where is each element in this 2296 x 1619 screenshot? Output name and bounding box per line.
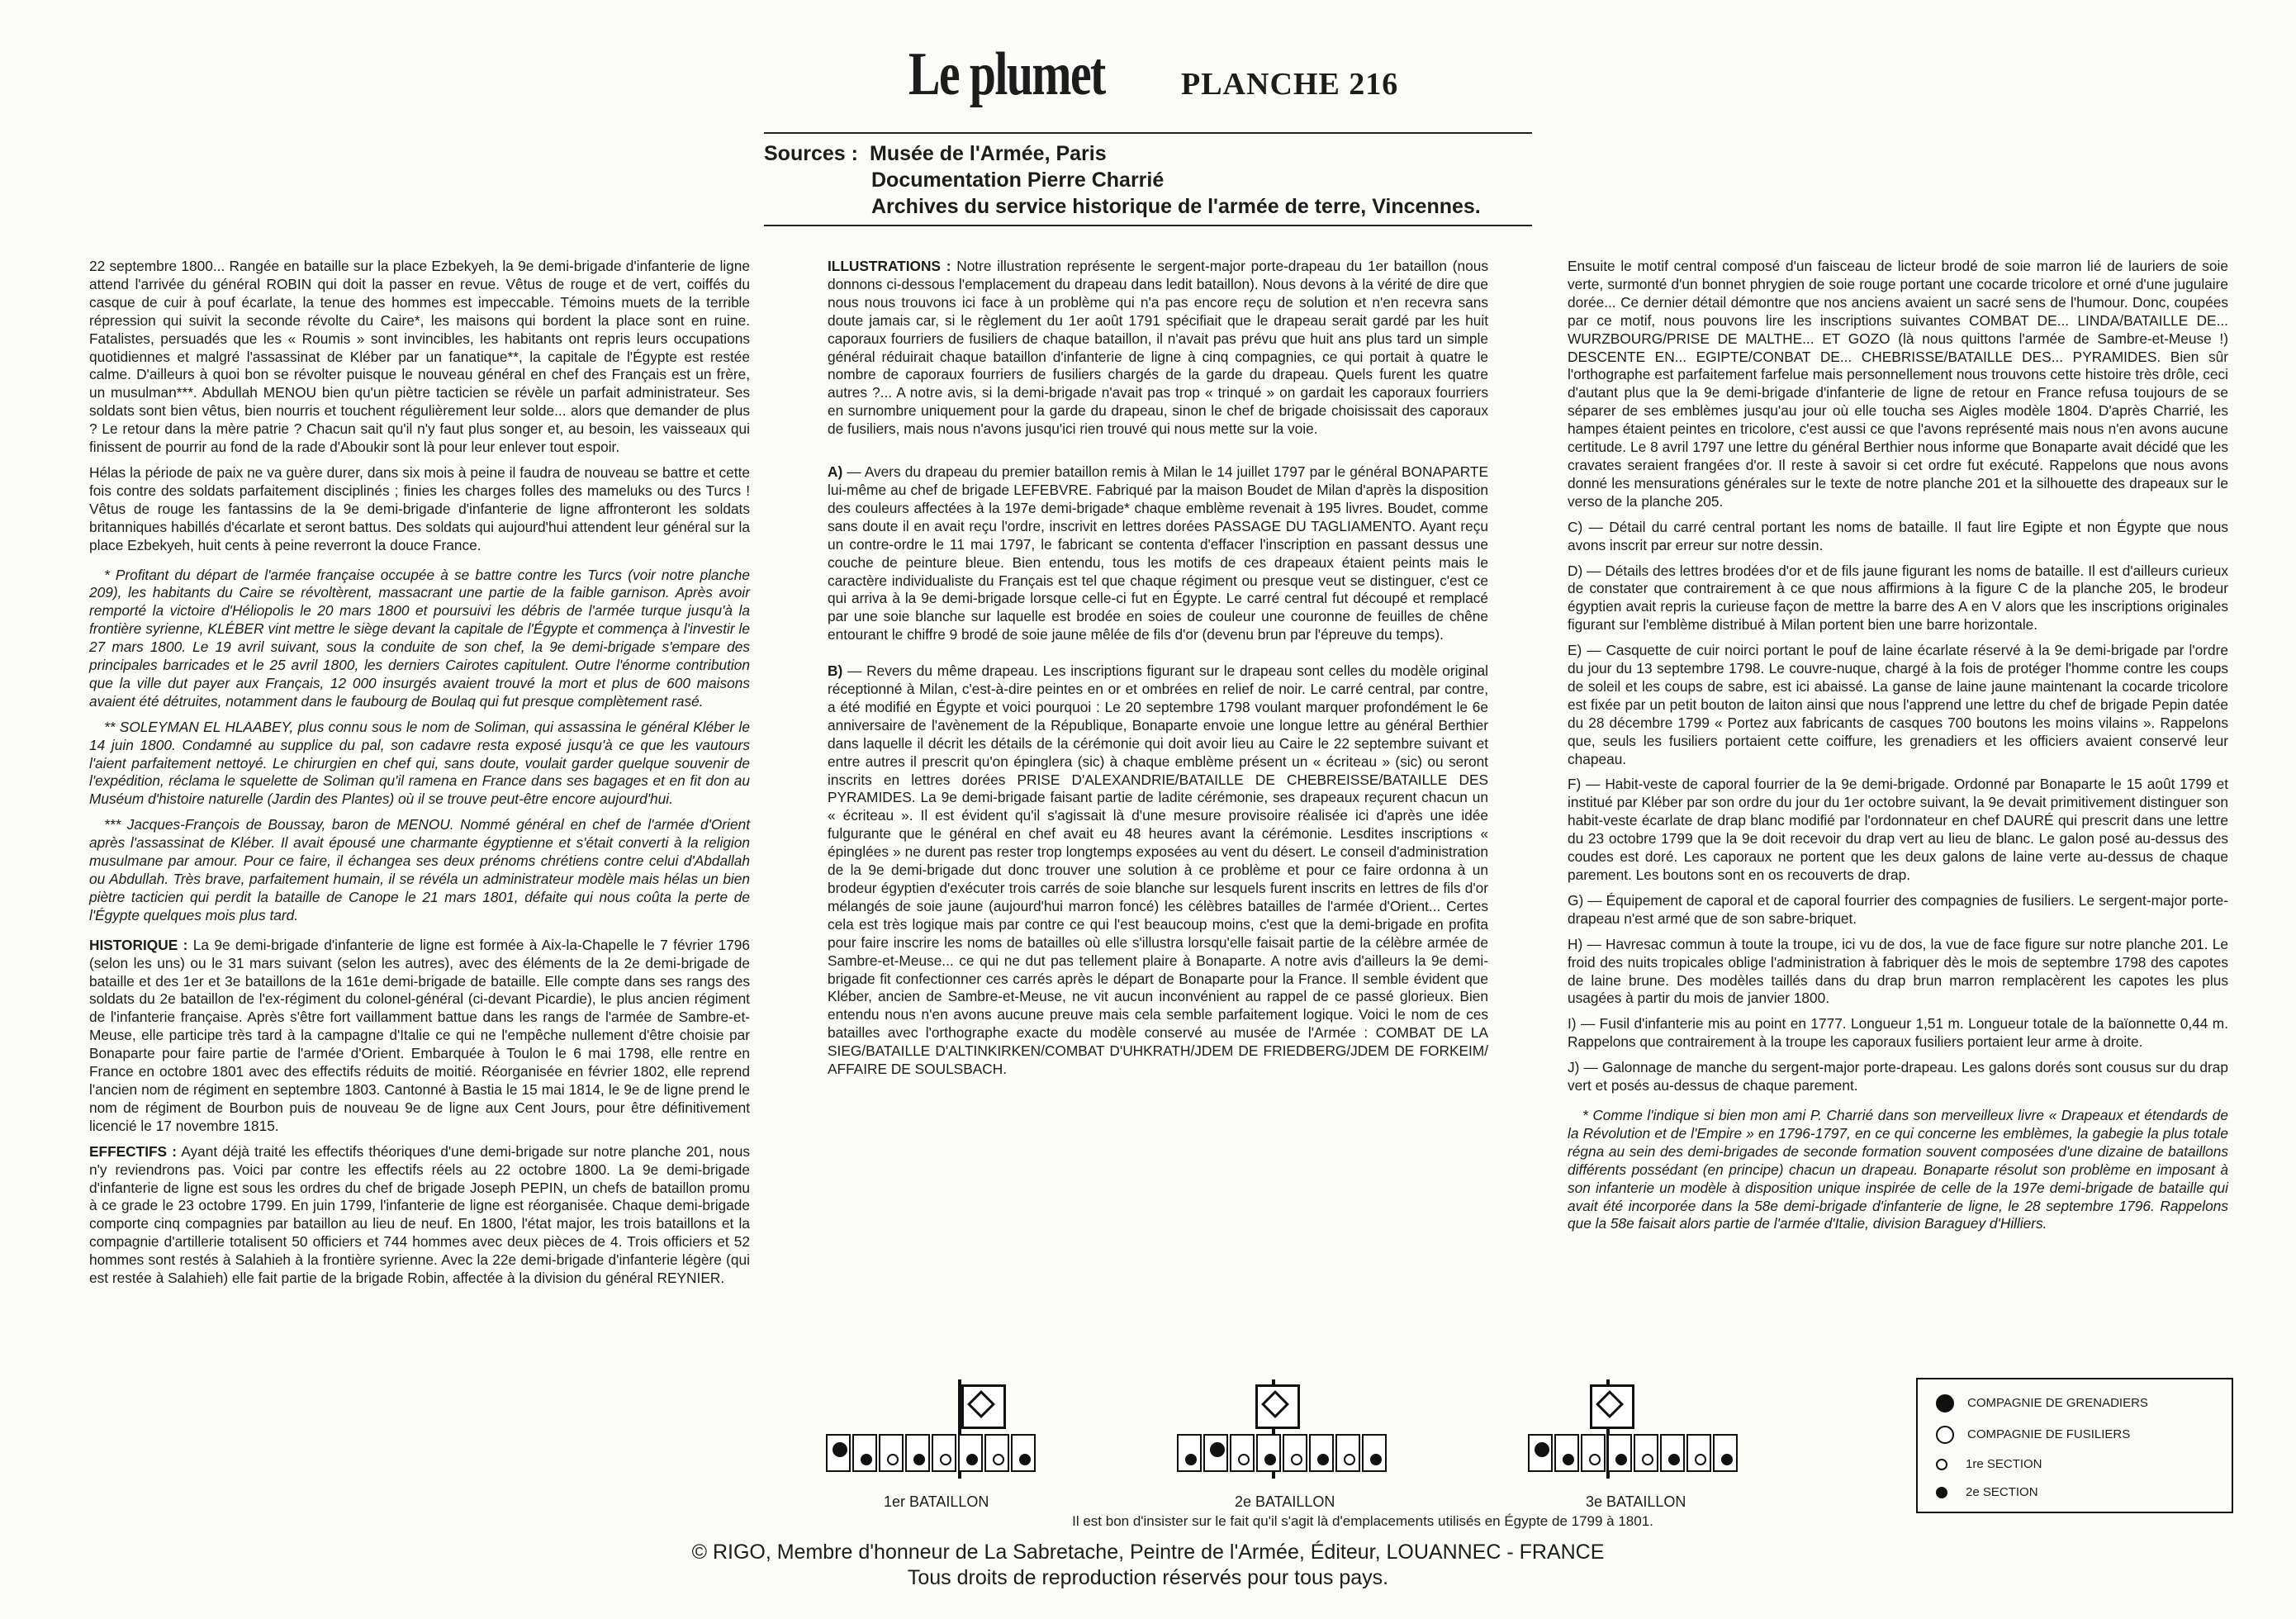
section-icon — [1309, 1434, 1334, 1472]
illustrations-paragraph — [828, 258, 1488, 439]
historique-text: La 9e demi-brigade d'infanterie de ligne est formée à Aix-la-Chapelle le 7 février 1796 (selon les uns) ou le 31 mars suivant (selon les autres), avec des éléments de la 2e demi-brigade de bataille et des 1er et 3e bataillons de la 161e demi-brigade de bataille. Elle compte dans ses rangs des soldats du 2e bataillon de l'ex-régiment du colonel-général (ci-devant Picardie), le plus ancien régiment de l'infanterie française. Après s'être fort vaillamment battue dans les rangs de l'armée de Sambre-et-Meuse, elle participe très tard à la campagne d'Italie ce qui ne l'empêche nullement d'être choisie par Bonaparte pour faire partie de l'armée d'Orient. Embarquée à Toulon le 6 mai 1798, elle rentre en France en octobre 1801 avec des effectifs réduits de moitié. Réorganisée en février 1802, elle reprend l'ancien nom de régiment en septembre 1803. Cantonné à Bastia le 15 mai 1814, le 9e de ligne prend le nom de régiment de Bourbon puis de nouveau 9e de ligne aux Cent Jours, pour être définitivement licencié le 17 novembre 1815. — [89, 936, 750, 1134]
section-icon — [1230, 1434, 1255, 1472]
diagram-caption: Il est bon d'insister sur le fait qu'il s'agit là d'emplacements utilisés en Égypte de 1799 à 1801. — [1072, 1513, 1653, 1529]
section-icon — [852, 1434, 877, 1472]
section-icon — [984, 1434, 1009, 1472]
footnote-3: *** Jacques-François de Boussay, baron de MENOU. Nommé général en chef de l'armée d'Orient après l'assassinat de Kléber. Il avait épousé une charmante égyptienne et s'était converti à la religion musulmane par amour. Pour ce faire, il échangea ses deux prénoms chrétiens contre celui d'Abdallah ou Abdullah. Très brave, parfaitement humain, il se révéla un administrateur modèle mais hélas un bien piètre tacticien qui perdit la bataille de Canope le 21 mars 1801, défaite qui nous coûta la perte de l'Égypte quelques mois plus tard. — [89, 816, 750, 923]
legend-item — [1936, 1426, 2130, 1444]
section-icon — [1686, 1434, 1711, 1472]
item-e: E) — Casquette de cuir noirci portant le pouf de laine écarlate réservé à la 9e demi-brigade par l'ordre du jour du 13 septembre 1798. Le couvre-nuque, chargé à la fois de protéger l'homme contre les coups de soleil et les coups de sabre, est ici abaissé. La ganse de laine jaune maintenant la cocarde tricolore est fixée par un petit bouton de laiton ainsi que nous l'apprend une lettre du chef de brigade Pepin datée du 28 décembre 1799 « Portez aux fabricants de casques 700 boutons les moins vilains ». Rappelons que, seuls les fusiliers portaient cette coiffure, les grenadiers et les officiers avaient conservé leur chapeau. — [1568, 642, 2228, 767]
battalion-label: 1er BATAILLON — [884, 1493, 989, 1510]
item-g: G) — Équipement de caporal et de caporal fourrier des compagnies de fusiliers. Le sergent-major porte-drapeau n'est armé que de son sabre-briquet. — [1568, 891, 2228, 927]
section-icon — [1581, 1434, 1606, 1472]
sources-label: Sources : — [764, 142, 858, 165]
battalion-1 — [826, 1379, 1057, 1520]
item-c: C) — Détail du carré central portant les noms de bataille. Il faut lire Egipte et non Égypte que nous avons inscrit par erreur sur notre dessin. — [1568, 518, 2228, 553]
sources-divider — [764, 225, 1532, 226]
intro-paragraph: 22 septembre 1800... Rangée en bataille sur la place Ezbekyeh, la 9e demi-brigade d'infanterie de ligne attend l'arrivée du général ROBIN qui doit la passer en revue. Vêtus de rouge et de vert, coiffés du casque de cuir à pouf écarlate, la tenue des hommes est impeccable. Témoins muets de la terrible répression qui suivit la seconde révolte du Caire*, les maisons qui bordent la place sont en ruine. Fatalistes, persuadés que les « Roumis » sont invincibles, les habitants ont repris leurs occupations quotidiennes et malgré l'assassinat de Kléber par un fanatique**, la capitale de l'Égypte est restée calme. D'ailleurs à quoi bon se révolter puisque le nouveau général en chef des Français est un frère, un musulman***. Abdullah MENOU bien qu'un piètre tacticien se révèle un parfait administrateur. Ses soldats sont bien vêtus, bien nourris et touchent régulièrement leur solde... alors que demander de plus ? Le retour dans la mère patrie ? Chacun sait qu'il n'y faut plus songer et, au besoin, les vaisseaux qui finissent de pourrir au fond de la rade d'Aboukir sont là pour leur enlever tout espoir. — [89, 258, 750, 456]
effectifs-paragraph — [89, 1143, 750, 1288]
item-h: H) — Havresac commun à toute la troupe, ici vu de dos, la vue de face figure sur notre planche 201. Le froid des nuits tropicales oblige l'administration à fabriquer dès le mois de septembre 1798 des capotes de laine brune. Des modèles taillés dans du drap brun marron remplacèrent les capotes les plus usagées à partir du mois de janvier 1800. — [1568, 935, 2228, 1007]
item-b-label: B) — [828, 662, 843, 680]
source-item: Archives du service historique de l'armée de terre, Vincennes. — [871, 195, 1481, 218]
item-a-text: — Avers du drapeau du premier bataillon remis à Milan le 14 juillet 1797 par le général BONAPARTE lui-même au chef de brigade LEFEBVRE. Fabriqué par la maison Boudet de Milan d'après la disposition des couleurs affectées à la 197e demi-brigade* chaque emblème revenait à 195 livres. Boudet, comme sans doute il en avait reçu l'ordre, inscrivit en lettres dorées PASSAGE DU TAGLIAMENTO. Ayant reçu un contre-ordre le 11 mai 1797, le fabricant se contenta d'effacer l'inscription en passant dessus une couche de peinture bleue. Bien entendu, tous les motifs de ces drapeaux étaient peints mais le caractère individualiste du Français est tel que chaque régiment ou presque veut se distinguer, c'est ce qui arriva à la 9e demi-brigade lorsque celle-ci fut en Égypte. Le carré central fut découpé et remplacé par une soie blanche sur laquelle est brodée en soies de couleur une couronne de feuilles de chêne entourant le chiffre 9 brodé de soie jaune mêlée de fils d'or (devenu brun par l'épreuve du temps). — [828, 463, 1489, 643]
companies-row — [1177, 1434, 1388, 1472]
illustrations-label: ILLUSTRATIONS : — [828, 258, 951, 274]
legend-item — [1936, 1394, 2148, 1412]
section-icon — [1283, 1434, 1307, 1472]
page-title: Le plumet — [908, 40, 1105, 108]
grenadier-company-icon — [1528, 1434, 1553, 1472]
legend-item — [1936, 1485, 2038, 1499]
sources-block — [764, 140, 1557, 220]
grenadier-company-icon — [1203, 1434, 1228, 1472]
section-icon — [1713, 1434, 1738, 1472]
item-a-label: A) — [828, 463, 843, 481]
column-right — [1568, 258, 2228, 1241]
source-item: Musée de l'Armée, Paris — [870, 142, 1107, 165]
effectifs-text: Ayant déjà traité les effectifs théoriques d'une demi-brigade sur notre planche 201, nous n'y reviendrons pas. Voici par contre les effectifs réels au 22 octobre 1800. La 9e demi-brigade d'infanterie de ligne est sous les ordres du chef de brigade Joseph PEPIN, un chefs de bataillon promu à ce grade le 23 octobre 1799. En juin 1799, l'infanterie de ligne est réorganisée. Chaque demi-brigade comporte cinq compagnies par bataillon au lieu de neuf. En 1800, l'état major, les trois bataillons et la compagnie d'artillerie totalisent 50 officiers et 744 hommes avec deux pièces de 4. Trois officiers et 52 hommes sont restés à Salahieh à la frontière syrienne. Avec la 22e demi-brigade d'infanterie légère (qui est restée à Salahieh) elle fait partie de la brigade Robin, affectée à la division du général REYNIER. — [89, 1142, 750, 1287]
item-i: I) — Fusil d'infanterie mis au point en 1777. Longueur 1,51 m. Longueur totale de la baïonnette 0,44 m. Rappelons que contrairement à la troupe les caporaux fusiliers portaient leur arme à droite. — [1568, 1015, 2228, 1051]
item-f: F) — Habit-veste de caporal fourrier de la 9e demi-brigade. Ordonné par Bonaparte le 15 août 1799 et institué par Kléber par son ordre du jour du 1er octobre suivant, la 9e devait primitivement distinguer son habit-veste écarlate de drap blanc modifié par l'ordonnateur en chef DAURÉ qui prescrit dans une lettre du 23 octobre 1799 que la 9e doit recevoir du drap vert au lieu de blanc. Le galon posé au-dessus des coudes est doré. Les caporaux ne portent que les deux galons de laine verte au-dessus de chaque parement. Les boutons sont en os recouverts de drap. — [1568, 776, 2228, 883]
legend-item — [1936, 1457, 2042, 1471]
section-icon — [1362, 1434, 1387, 1472]
flag-icon — [1590, 1384, 1634, 1429]
footnote-1: * Profitant du départ de l'armée française occupée à se battre contre les Turcs (voir notre planche 209), les habitants du Caire se révoltèrent, massacrant une partie de la faible garnison. Après avoir remporté la victoire d'Héliopolis le 20 mars 1800 et poursuivi les débris de l'armée turque jusqu'à la frontière syrienne, KLÉBER vint mettre le siège devant la capitale de l'Égypte et commença à l'investir le 27 mars 1800. Le 19 avril suivant, sous la conduite de son chef, la 9e demi-brigade s'empare des principales barricades et le 25 avril 1800, les derniers Cairotes capitulent. Outre l'énorme contribution que la ville dut payer aux Français, 12 000 insurgés avaient trouvé la mort et plus de 600 maisons avaient été détruites, notamment dans le faubourg de Boulaq qui fut presque complètement rasé. — [89, 566, 750, 710]
section-icon — [1011, 1434, 1036, 1472]
illustrations-text: Notre illustration représente le sergent-major porte-drapeau du 1er bataillon (nous donnons ci-dessous l'emplacement du drapeau dans ledit bataillon). Nous devons à la vérité de dire que nous nous trouvons ici face à un problème qui n'a pas encore reçu de solution et n'en recevra sans doute jamais car, si le règlement du 1er août 1791 spécifiait que le drapeau serait gardé par les huit caporaux fourriers de fusiliers de chaque bataillon, il n'avait pas prévu que huit ans plus tard un simple général réduirait chaque bataillon d'infanterie de ligne à cinq compagnies, ce qui portait à quatre le nombre de caporaux fourriers de fusiliers chargés de la garde du drapeau. Quels furent les quatre autres ?... A notre avis, si la demi-brigade n'avait pas trop « trinqué » on gardait les caporaux fourriers en surnombre uniquement pour la garde du drapeau, sinon le chef de brigade choisissait des caporaux de fusiliers, mais nous n'avons jusqu'ici rien trouvé qui nous mette sur la voie. — [828, 258, 1489, 438]
legend-label: COMPAGNIE DE GRENADIERS — [1967, 1395, 2148, 1410]
legend-label: 1re SECTION — [1966, 1457, 2042, 1471]
section-icon — [1607, 1434, 1632, 1472]
col3-paragraph: Ensuite le motif central composé d'un faisceau de licteur brodé de soie marron lié de lauriers de soie verte, surmonté d'un bonnet phrygien de soie rouge portant une cocarde tricolore et orné d'une jugulaire dorée... Ce dernier détail démontre que nos anciens avaient un sacré sens de l'humour. Donc, coupées par ce motif, nous pouvons lire les inscriptions suivantes COMBAT DE... LINDA/BATAILLE DE... WURZBOURG/PRISE DE MALTHE... ET GOZO (là nous quittons l'armée de Sambre-et-Meuse !) DESCENTE EN... EGIPTE/CONBAT DE... CHEBRISSE/BATAILLE DES... PYRAMIDES. Bien sûr l'orthographe est parfaitement farfelue mais personnellement nous trouvons cette histoire très drôle, ceci d'autant plus que la 9e demi-brigade d'infanterie de ligne de retour en France refusa toujours de se séparer de ses emblèmes jusqu'au jour où elle toucha ses Aigles modèle 1804. D'après Charrié, les hampes étaient peintes en tricolore, c'est aussi ce que l'avons représenté mais nous n'en avons aucune certitude. Le 8 avril 1797 une lettre du général Berthier nous informe que Bonaparte avait décidé que les cravates seraient frangées d'or. Il reste à savoir si cet ordre fut exécuté. Rappelons que nous avons donné les mensurations générales sur le texte de notre planche 201 et la silhouette des drapeaux sur le verso de la planche 205. — [1568, 258, 2228, 510]
item-b-paragraph — [828, 662, 1488, 1079]
rights-line: Tous droits de reproduction réservés pour tous pays. — [907, 1566, 1389, 1589]
column-middle — [828, 258, 1488, 1086]
historique-paragraph — [89, 937, 750, 1136]
flag-icon — [1255, 1384, 1300, 1429]
battalion-diagram — [826, 1379, 1900, 1520]
section-1-icon — [1936, 1459, 1947, 1470]
historique-label: HISTORIQUE : — [89, 936, 188, 953]
section-2-icon — [1936, 1487, 1947, 1498]
copyright-line: © RIGO, Membre d'honneur de La Sabretache, Peintre de l'Armée, Éditeur, LOUANNEC - FRANCE — [691, 1541, 1605, 1564]
section-icon — [879, 1434, 904, 1472]
section-icon — [1256, 1434, 1281, 1472]
section-icon — [1660, 1434, 1685, 1472]
item-b-text: — Revers du même drapeau. Les inscriptions figurant sur le drapeau sont celles du modèle original réceptionné à Milan, c'est-à-dire peintes en or et ombrées en relief de noir. Le carré central, par contre, a été modifié en Égypte et voici pourquoi : Le 20 septembre 1798 voulant marquer profondément le 6e anniversaire de l'avènement de la République, Bonaparte envoie une longue lettre au général Berthier dans laquelle il décrit les détails de la cérémonie qui doit avoir lieu au Caire le 22 septembre suivant et entre autres il prescrit qu'on épinglera (sic) à chaque emblème présent un « écriteau » (sic) ou seront inscrits en lettres dorées PRISE D'ALEXANDRIE/BATAILLE DE CHEBREISSE/BATAILLE DES PYRAMIDES. La 9e demi-brigade faisant partie de ladite cérémonie, ses drapeaux reçurent chacun un « écriteau ». Il est évident qu'il s'agissait là d'une mesure provisoire réalisée ici d'après une idée fulgurante que le général en chef avait eu 48 heures avant la cérémonie. Lesdites inscriptions « épinglées » ne durent pas rester trop longtemps exposées au vent du désert. Le conseil d'administration de la 9e demi-brigade dut donc trouver une solution à ce problème et pour ce faire ordonna à un brodeur égyptien d'exécuter trois carrés de soie blanche sur lesquels furent inscrits en lettres de fils d'or mélangés de soie jaune (aujourd'hui marron foncé) les célèbres batailles de l'armée d'Orient... Certes cela est très logique mais par contre ce qui l'est beaucoup moins, c'est que la demi-brigade en profita pour faire inscrire les noms de batailles où elle s'illustra lorsqu'elle faisait partie de la célèbre armée de Sambre-et-Meuse... ce qui ne dut pas tellement plaire à Bonaparte. A notre avis d'ailleurs la 9e demi-brigade fit confectionner ces carrés après le départ de Bonaparte pour la France. Il semble évident que Kléber, ancien de Sambre-et-Meuse, ne vit aucun inconvénient au rappel de ce passé glorieux. Bien entendu nous n'en avons aucune preuve mais cela semble parfaitement logique. Voici le nom de ces batailles avec l'orthographe exacte du modèle conservé au musée de l'Armée : COMBAT DE LA SIEG/BATAILLE D'ALTINKIRKEN/COMBAT D'UHKRATH/JDEM DE FRIEDBERG/JDEM DE FORKEIM/ AFFAIRE DE SOULSBACH. — [828, 662, 1488, 1078]
section-icon — [1554, 1434, 1579, 1472]
companies-row — [1528, 1434, 1739, 1472]
item-d: D) — Détails des lettres brodées d'or et de fils jaune figurant les noms de bataille. Il est d'ailleurs curieux de constater que contrairement à ce que nous affirmions à la figure C de la planche 205, le brodeur égyptien avait repris la curieuse façon de mettre la barre des A en V alors que les inscriptions originales figurant sur l'emblème distribué à Milan portent bien une barre horizontale. — [1568, 562, 2228, 634]
section-icon — [932, 1434, 956, 1472]
section-icon — [905, 1434, 930, 1472]
effectifs-label: EFFECTIFS : — [89, 1142, 178, 1160]
item-a-paragraph — [828, 463, 1488, 644]
footer — [578, 1540, 1718, 1591]
battalion-label: 2e BATAILLON — [1235, 1493, 1335, 1510]
diagram-legend — [1916, 1378, 2233, 1513]
grenadier-company-icon — [826, 1434, 851, 1472]
battalion-3 — [1528, 1379, 1759, 1520]
companies-row — [826, 1434, 1037, 1472]
battalion-label: 3e BATAILLON — [1586, 1493, 1686, 1510]
battalion-2 — [1177, 1379, 1408, 1520]
intro-paragraph-2: Hélas la période de paix ne va guère durer, dans six mois à peine il faudra de nouveau se battre et cette fois contre des soldats parfaitement disciplinés ; finies les charges folles des mameluks ou des Turcs ! Vêtus de rouge les fantassins de la 9e demi-brigade d'infanterie de ligne affronteront les soldats britanniques habillés d'écarlate et seront battus. Des soldats qui aujourd'hui attendent leur général sur la place Ezbekyeh, huit cents à peine reverront la douce France. — [89, 463, 750, 553]
legend-label: COMPAGNIE DE FUSILIERS — [1967, 1427, 2131, 1441]
flag-icon — [961, 1384, 1006, 1429]
section-icon — [1177, 1434, 1202, 1472]
source-item: Documentation Pierre Charrié — [871, 169, 1165, 192]
section-icon — [1335, 1434, 1360, 1472]
footnote-2: ** SOLEYMAN EL HLAABEY, plus connu sous le nom de Soliman, qui assassina le général Kléber le 14 juin 1800. Condamné au supplice du pal, son cadavre resta exposé jusqu'à ce que les vautours l'aient parfaitement nettoyé. Le chirurgien en chef qui, sans doute, voulait garder quelque souvenir de l'expédition, réclama le squelette de Soliman qu'il ramena en France dans ses bagages et en fit don au Muséum d'histoire naturelle (Jardin des Plantes) où il se trouve peut-être encore aujourd'hui. — [89, 718, 750, 808]
section-icon — [1634, 1434, 1658, 1472]
fusilier-icon — [1936, 1426, 1954, 1444]
top-divider — [764, 132, 1532, 134]
planche-number: PLANCHE 216 — [1181, 67, 1399, 102]
item-j: J) — Galonnage de manche du sergent-major porte-drapeau. Les galons dorés sont cousus sur du drap vert et posés au-dessus de chaque parement. — [1568, 1059, 2228, 1094]
column-left — [89, 258, 750, 1295]
grenadier-icon — [1936, 1394, 1954, 1412]
legend-label: 2e SECTION — [1966, 1485, 2038, 1499]
col3-footnote: * Comme l'indique si bien mon ami P. Charrié dans son merveilleux livre « Drapeaux et étendards de la Révolution et de l'Empire » en 1796-1797, en ce qui concerne les emblèmes, la gabegie la plus totale régna au sein des demi-brigades de seconde formation souvent composées d'une dizaine de bataillons différents possédant (en principe) chacun un drapeau. Bonaparte résolut son problème en imposant à son infanterie un modèle à disposition unique inspirée de celle de la 197e demi-brigade de bataille qui avait été incorporée dans la 58e demi-brigade d'infanterie de ligne, le 28 septembre 1796. Rappelons que la 58e faisait alors partie de l'armée d'Italie, division Baraguey d'Hilliers. — [1568, 1106, 2228, 1232]
section-icon — [958, 1434, 983, 1472]
